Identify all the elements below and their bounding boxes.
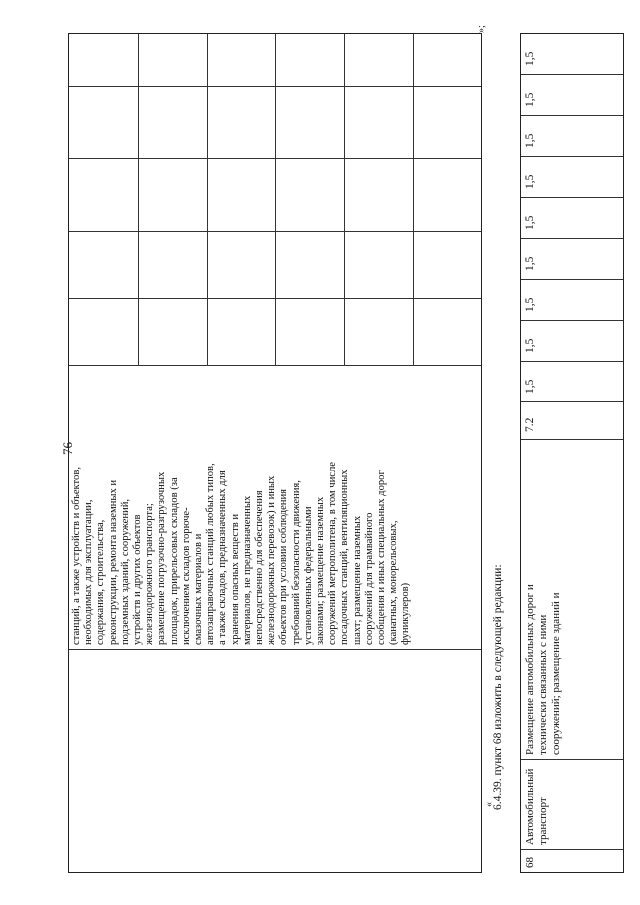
row-divider (138, 34, 139, 366)
page-number: 76 (60, 442, 75, 455)
parameter-value: 1,5 (524, 92, 536, 107)
column-divider (521, 115, 623, 116)
row-divider (344, 34, 345, 366)
column-divider (521, 238, 623, 239)
closing-quote: »; (476, 25, 487, 33)
parameter-value: 1,5 (524, 297, 536, 312)
use-description-line: технически связанных с ними (537, 614, 549, 755)
use-name-line: транспорт (537, 797, 549, 845)
row-number: 68 (524, 857, 536, 868)
use-description-line: Размещение автомобильных дорог и (524, 584, 536, 755)
row-divider (275, 34, 276, 366)
item-68-table (520, 33, 624, 873)
column-divider (69, 649, 481, 650)
column-divider (521, 849, 623, 850)
column-divider (521, 439, 623, 440)
column-divider (521, 156, 623, 157)
parameter-value: 1,5 (524, 379, 536, 394)
column-divider (521, 197, 623, 198)
opening-quote: « (484, 802, 495, 807)
parameter-value: 1,5 (524, 174, 536, 189)
use-description-line: сооружений; размещение зданий и (550, 592, 562, 755)
permitted-use-description: станций, а также устройств и объектов, необходимых для эксплуатации, содержания, строительства, реконструкции, ремонта наземных и подземных зданий, сооружений, устройств и других объектов железнодорожного транспорта; размещение погрузочно-разгрузочных площадок, прирельсовых складов (за исключением складов горюче- смазочных материалов и автозаправочных станций любых типов, а также складов, предназначенных для хранения опасных веществ и материалов, не предназначенных непосредственно для обеспечения железнодорожных перевозок) и иных объектов при условии соблюдения требований безопасности движения, установленных федеральными законами; размещение наземных сооружений метрополитена, в том числе посадочных станций, вентиляционных шахт; размещение наземных сооружений для трамвайного сообщения и иных специальных дорог (канатных, монорельсовых, фуникулеров) (71, 462, 412, 645)
continuation-table (68, 33, 482, 873)
parameter-value: 1,5 (524, 256, 536, 271)
column-divider (521, 401, 623, 402)
column-divider (521, 74, 623, 75)
parameter-value: 1,5 (524, 338, 536, 353)
amendment-note: 6.4.39. пункт 68 изложить в следующей редакции: (492, 564, 504, 810)
column-divider (521, 279, 623, 280)
use-code: 7.2 (524, 417, 536, 432)
parameter-value: 1,5 (524, 51, 536, 66)
row-divider (413, 34, 414, 366)
column-divider (521, 361, 623, 362)
column-divider (521, 320, 623, 321)
column-divider (521, 759, 623, 760)
parameter-value: 1,5 (524, 215, 536, 230)
row-divider (207, 34, 208, 366)
use-name-line: Автомобильный (524, 768, 536, 845)
parameter-value: 1,5 (524, 133, 536, 148)
